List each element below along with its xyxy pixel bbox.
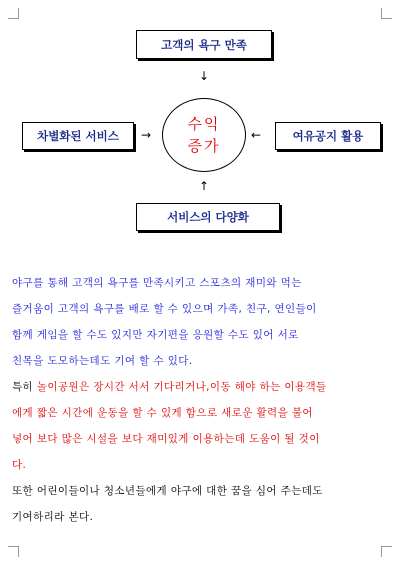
arrow-down-icon: ↓ — [199, 69, 210, 83]
diagram-box-bottom: 서비스의 다양화 — [136, 203, 280, 231]
diagram-box-right: 여유공지 활용 — [275, 122, 381, 150]
page-corner-mark — [8, 8, 19, 19]
body-text — [12, 270, 392, 530]
diagram-box-left: 차별화된 서비스 — [22, 122, 134, 150]
text-line: 에게 짧은 시간에 운동을 할 수 있게 함으로 새로운 활력을 불어 — [12, 407, 313, 419]
text-line: 함께 게임을 할 수도 있지만 자기편을 응원할 수도 있어 서로 — [12, 329, 299, 341]
diagram-box-top: 고객의 욕구 만족 — [136, 30, 272, 59]
page-corner-mark — [381, 546, 392, 557]
center-label-line1: 수익 — [187, 115, 221, 133]
text-line: 다. — [12, 459, 27, 471]
page-corner-mark — [8, 546, 19, 557]
text-line: 넣어 보다 많은 시설을 보다 재미있게 이용하는데 도움이 될 것이 — [12, 433, 320, 445]
diagram-center-circle — [162, 98, 246, 172]
arrow-up-icon: ↑ — [199, 179, 210, 193]
text-line: 또한 어린이들이나 청소년들에게 야구에 대한 꿈을 심어 주는데도 — [12, 485, 323, 497]
text-red-segment: 놀이공원은 장시간 서서 기다리거나,이동 해야 하는 이용객들 — [36, 381, 327, 393]
text-line — [12, 374, 392, 400]
page-corner-mark — [381, 8, 392, 19]
arrow-right-icon: → — [141, 128, 152, 142]
arrow-left-icon: ← — [251, 128, 262, 142]
center-label-line2: 증가 — [187, 137, 221, 155]
text-prefix: 특히 — [12, 381, 37, 393]
text-line: 즐거움이 고객의 욕구를 배로 할 수 있으며 가족, 친구, 연인들이 — [12, 303, 317, 315]
text-line: 야구를 통해 고객의 욕구를 만족시키고 스포츠의 재미와 먹는 — [12, 277, 302, 289]
text-line: 기여하리라 본다. — [12, 511, 94, 523]
text-line: 친목을 도모하는데도 기여 할 수 있다. — [12, 355, 193, 367]
